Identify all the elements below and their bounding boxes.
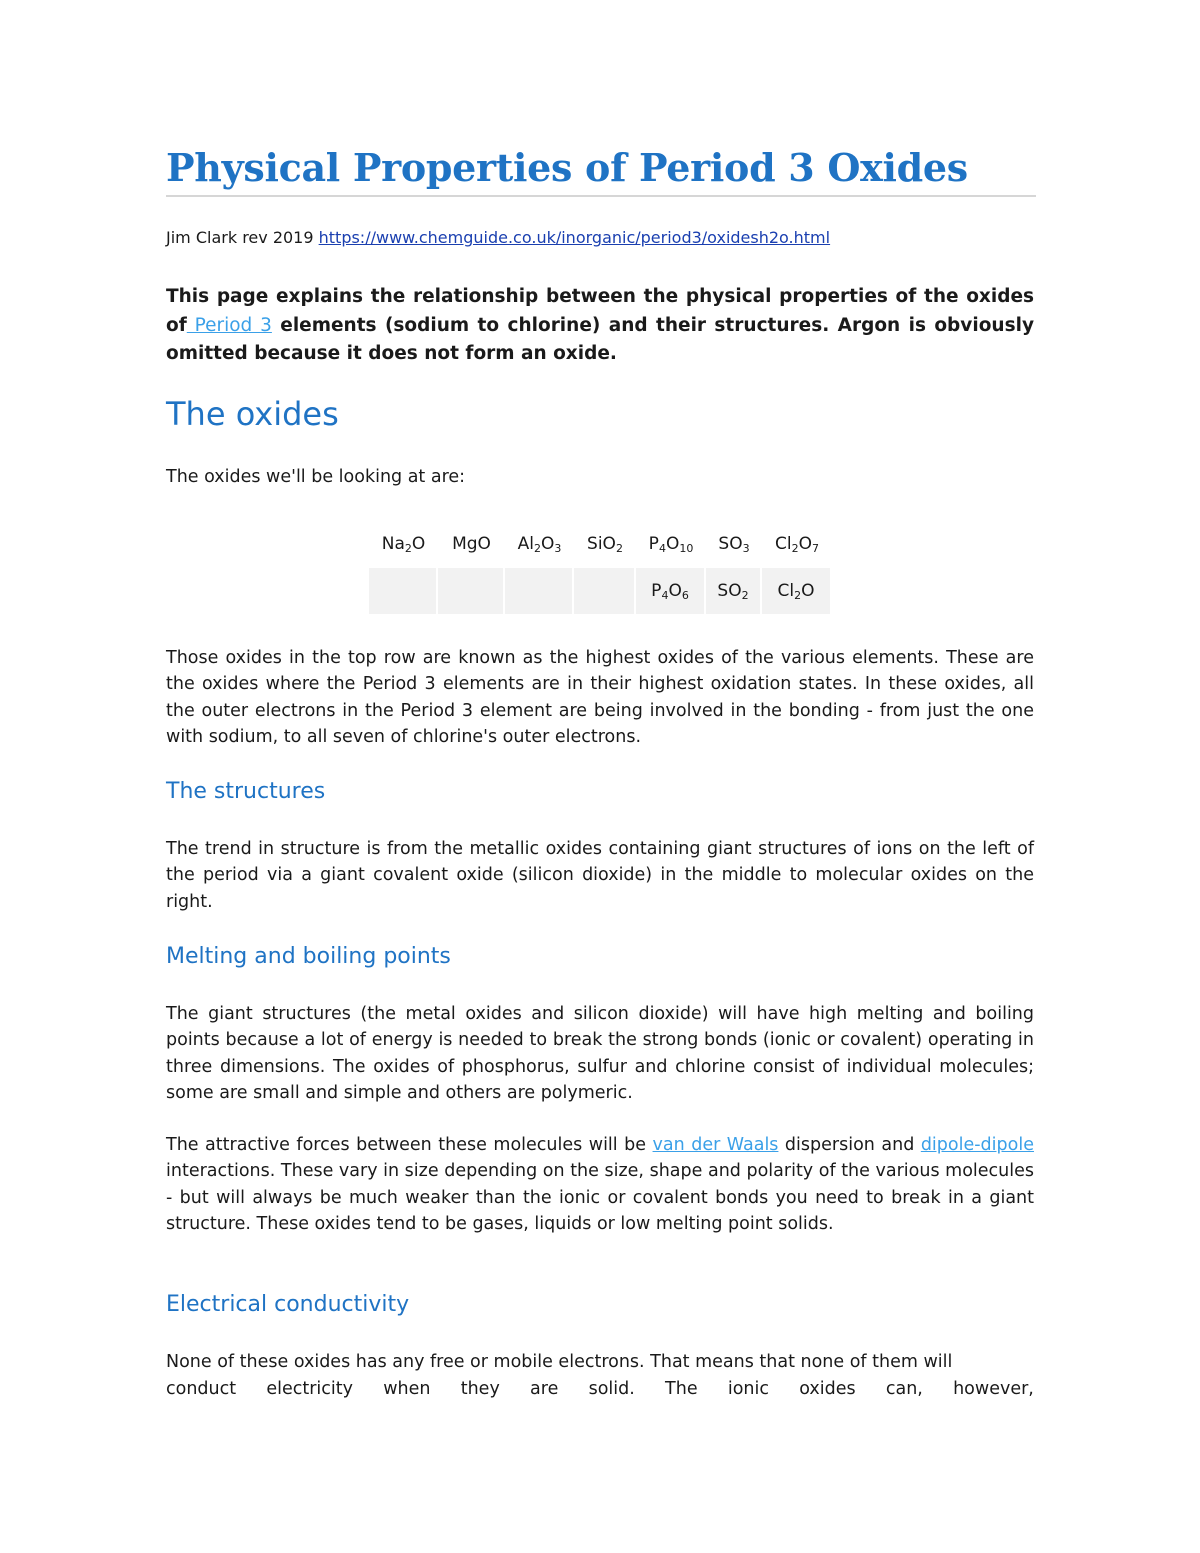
oxide-cell: $Cl_2O$ — [762, 568, 832, 614]
oxide-cell: $Cl_2O_7$ — [775, 534, 819, 555]
byline — [166, 226, 830, 250]
conductivity-line-2: conduct electricity when they are solid. The ionic oxides can, however, — [166, 1379, 1034, 1399]
heading-the-structures: The structures — [166, 779, 326, 804]
oxides-lead-text: The oxides we'll be looking at are: — [166, 467, 466, 487]
melting-paragraph-2: The attractive forces between these molecules will be van der Waals dispersion and dipole-dipole interactions. These vary in size depending on the size, shape and polarity of the various molecules - but will always be much weaker than the ionic or covalent bonds you need to break in a giant structure. These oxides tend to be gases, liquids or low melting point solids. — [166, 1135, 1034, 1234]
heading-melting-boiling: Melting and boiling points — [166, 944, 451, 969]
dipole-dipole-link[interactable]: dipole-dipole — [920, 1135, 1034, 1155]
intro-text-2: elements (sodium to chlorine) and their structures. Argon is obviously omitted because it does not form an oxide. — [166, 314, 1034, 364]
oxide-cell-empty — [574, 568, 636, 614]
intro-paragraph — [166, 283, 1034, 369]
heading-the-oxides: The oxides — [166, 395, 339, 433]
oxide-cell: SiO$_2$ — [587, 534, 623, 555]
melting-paragraph-1: The giant structures (the metal oxides and silicon dioxide) will have high melting and boiling points because a lot of energy is needed to break the strong bonds (ionic or covalent) operating in three dimensions. The oxides of phosphorus, sulfur and chlorine consist of individual molecules; some are small and simple and others are polymeric. — [166, 1004, 1034, 1103]
oxide-cell-empty — [505, 568, 574, 614]
oxide-cell: MgO — [452, 534, 491, 554]
oxide-cell: $SO_3$ — [718, 534, 750, 555]
oxides-row-lower — [369, 568, 832, 614]
oxide-cell: $P_4O_6$ — [636, 568, 706, 614]
intro-text-1: This page explains the relationship between the physical properties of the oxides of — [166, 286, 1034, 336]
page-title: Physical Properties of Period 3 Oxides — [166, 145, 968, 190]
title-divider — [166, 195, 1036, 197]
oxides-row-highest — [369, 520, 832, 568]
van-der-waals-link[interactable]: van der Waals — [652, 1135, 779, 1155]
heading-electrical-conductivity: Electrical conductivity — [166, 1292, 410, 1317]
oxide-cell: $Al_2O_3$ — [517, 534, 562, 555]
oxides-table — [369, 520, 832, 614]
oxide-cell: $SO_2$ — [706, 568, 762, 614]
oxide-cell-empty — [438, 568, 505, 614]
period-3-link[interactable]: Period 3 — [186, 314, 272, 336]
oxide-cell-empty — [369, 568, 438, 614]
structures-paragraph: The trend in structure is from the metallic oxides containing giant structures of ions on the left of the period via a giant covalent oxide (silicon dioxide) in the middle to molecular oxides on the right. — [166, 839, 1034, 912]
oxide-cell: $Na_2O$ — [381, 534, 426, 555]
author-credit: Jim Clark rev 2019 — [166, 228, 319, 247]
highest-oxides-paragraph: Those oxides in the top row are known as the highest oxides of the various elements. These are the oxides where the Period 3 elements are in their highest oxidation states. In these oxides, all the outer electrons in the Period 3 element are being involved in the bonding - from just the one with sodium, to all seven of chlorine's outer electrons. — [166, 648, 1034, 747]
oxide-cell: $P_4O_{10}$ — [648, 534, 694, 555]
source-url-link[interactable]: https://www.chemguide.co.uk/inorganic/period3/oxidesh2o.html — [318, 228, 831, 247]
conductivity-line-1: None of these oxides has any free or mobile electrons. That means that none of them will — [166, 1352, 953, 1372]
conductivity-paragraph — [166, 1349, 1034, 1375]
